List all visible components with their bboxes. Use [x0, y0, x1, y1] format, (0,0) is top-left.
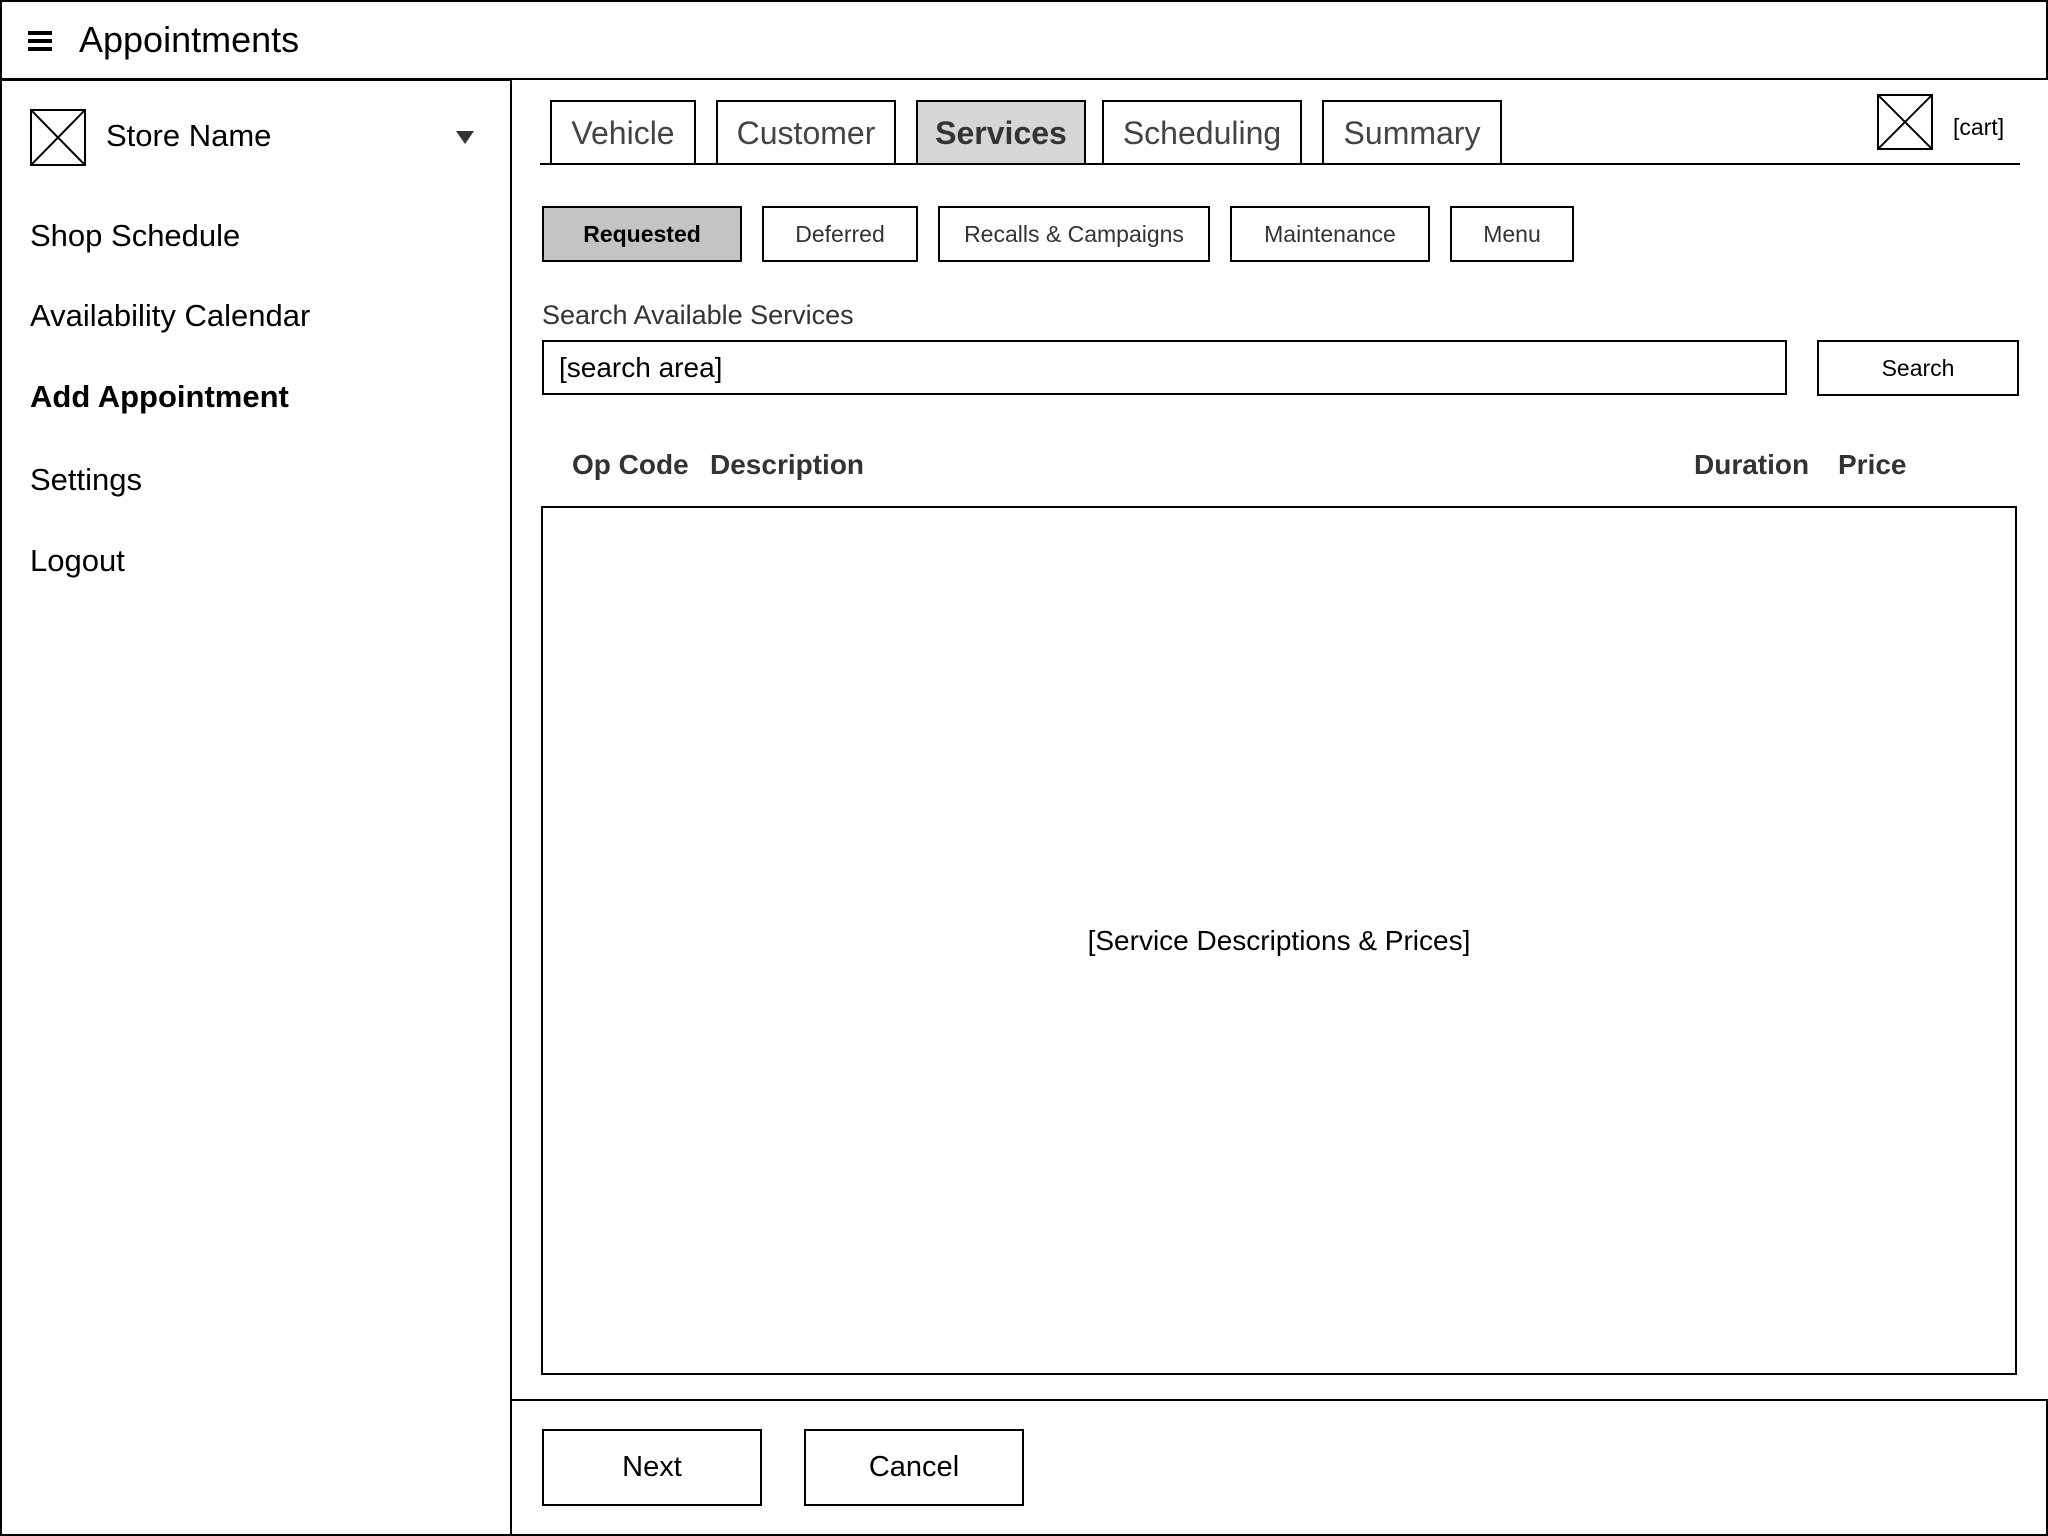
subtab-maintenance[interactable]: Maintenance	[1230, 206, 1430, 262]
tab-customer[interactable]: Customer	[716, 100, 896, 165]
tab-summary[interactable]: Summary	[1322, 100, 1502, 165]
sidebar-item-settings[interactable]: Settings	[30, 462, 143, 497]
tab-divider	[540, 163, 2020, 165]
search-input[interactable]	[542, 340, 1787, 395]
column-header-op-code: Op Code	[572, 449, 689, 480]
search-label: Search Available Services	[542, 300, 854, 330]
next-button[interactable]: Next	[542, 1429, 762, 1506]
cancel-button[interactable]: Cancel	[804, 1429, 1024, 1506]
search-button[interactable]: Search	[1817, 340, 2019, 396]
sidebar-item-add-appointment[interactable]: Add Appointment	[30, 379, 289, 414]
tab-vehicle[interactable]: Vehicle	[550, 100, 696, 165]
column-header-duration: Duration	[1694, 449, 1810, 480]
store-logo-icon	[30, 109, 86, 166]
services-list[interactable]	[541, 506, 2017, 1375]
column-header-price: Price	[1838, 449, 1907, 480]
app-header	[0, 0, 2048, 80]
cart-label[interactable]: [cart]	[1953, 114, 2005, 140]
subtab-requested[interactable]: Requested	[542, 206, 742, 262]
subtab-recalls-campaigns[interactable]: Recalls & Campaigns	[938, 206, 1210, 262]
store-name[interactable]: Store Name	[106, 118, 272, 153]
column-header-description: Description	[710, 449, 865, 480]
tab-services[interactable]: Services	[916, 100, 1086, 165]
app-title: Appointments	[79, 19, 300, 60]
caret-down-icon[interactable]	[456, 131, 474, 144]
subtab-deferred[interactable]: Deferred	[762, 206, 918, 262]
tab-scheduling[interactable]: Scheduling	[1102, 100, 1302, 165]
subtab-menu[interactable]: Menu	[1450, 206, 1574, 262]
cart-icon[interactable]	[1877, 94, 1933, 150]
sidebar-item-availability-calendar[interactable]: Availability Calendar	[30, 298, 311, 333]
sidebar-item-shop-schedule[interactable]: Shop Schedule	[30, 218, 241, 253]
sidebar-item-logout[interactable]: Logout	[30, 543, 125, 578]
services-list-placeholder: [Service Descriptions & Prices]	[1087, 924, 1471, 956]
hamburger-icon[interactable]	[28, 31, 52, 51]
